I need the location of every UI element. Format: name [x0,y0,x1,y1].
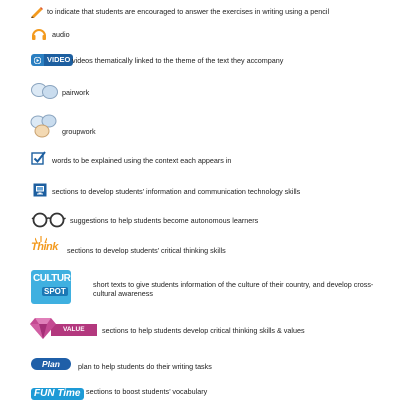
legend-text: audio [52,30,70,39]
spot-badge-label: SPOT [44,287,66,296]
fun-time-icon [31,383,84,401]
legend-text: pairwork [62,88,90,97]
legend-text: short texts to give students information of the culture of their country, and develop cross-cultural awareness [93,280,374,298]
legend-row-words [0,150,400,168]
legend-text: plan to help students do their writing tasks [78,362,212,371]
culture-badge-label: CULTURE [33,273,77,284]
culture-spot-icon [31,270,77,304]
legend-row-groupwork [0,113,400,139]
fun-time-badge-label: FUN Time [31,388,84,400]
legend-text: suggestions to help students become autonomous learners [70,216,259,225]
checkbox-icon [31,150,47,166]
value-badge-label: VALUE [51,324,97,336]
legend-row-funtime [0,381,400,399]
plan-badge-label: Plan [31,358,71,370]
legend-text: to indicate that students are encouraged to answer the exercises in writing using a pencil [47,7,330,16]
legend-row-audio [0,26,400,42]
legend-row-think [0,236,400,256]
legend-row-plan [0,358,400,374]
legend-text: sections to develop students’ critical thinking skills [67,246,226,255]
pencil-icon [30,6,44,18]
legend-row-video [0,52,400,68]
computer-icon [33,183,47,197]
diamond-icon [29,316,99,342]
groupwork-icon [29,113,59,139]
legend-row-ict [0,182,400,200]
plan-icon [31,358,71,370]
legend-text: words to be explained using the context each appears in [52,156,232,165]
think-icon [31,236,67,256]
legend-text: videos thematically linked to the theme of the text they accompany [72,56,284,65]
legend-row-pencil [0,4,400,20]
legend-row-pairwork [0,81,400,101]
legend-text: sections to develop students’ information and communication technology skills [52,187,301,196]
pairwork-icon [30,82,60,100]
headphones-icon [31,27,47,41]
legend-text: sections to boost students’ vocabulary [86,387,208,396]
think-badge-label: Think [31,241,58,253]
legend-text: groupwork [62,127,96,136]
legend-row-autonomous [0,212,400,230]
video-badge-label: VIDEO [44,54,73,66]
legend-row-value [0,316,400,342]
legend-row-culture [0,270,400,306]
video-icon [31,54,73,66]
glasses-icon [31,212,67,228]
legend-text: sections to help students develop critical thinking skills & values [102,326,305,335]
